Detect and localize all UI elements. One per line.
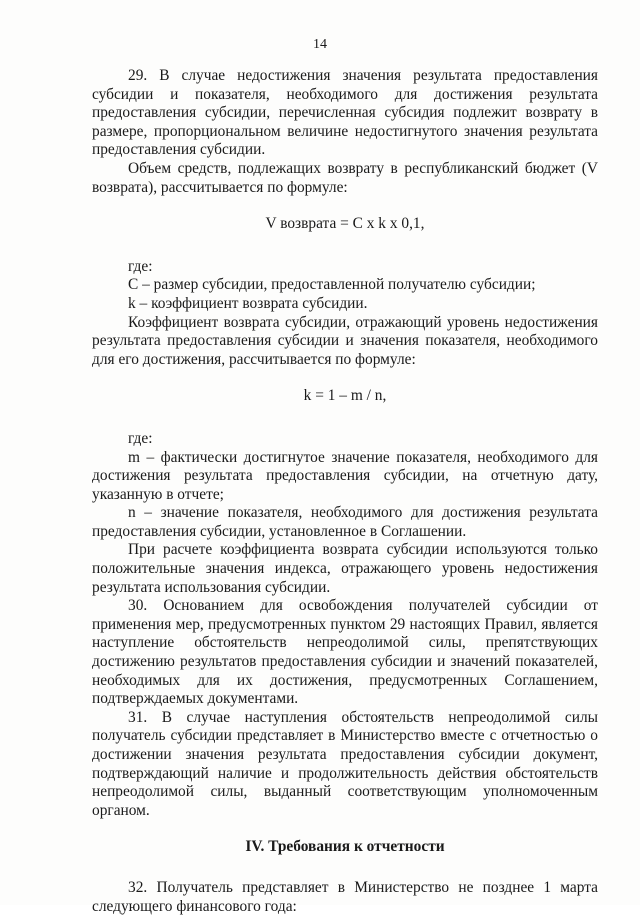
where-label-2: где:: [128, 429, 153, 447]
formula-v-return: V возврата = C x k x 0,1,: [265, 215, 425, 233]
definition-k: k – коэффициент возврата субсидии.: [128, 294, 368, 312]
paragraph-31: 31. В случае наступления обстоятельств непреодолимой силы получатель субсидии представляет в Министерство вместе с отчетностью о достижении значения результата предоставления субсидии документ, подтверждающий наличие и продолжительность действия обстоятельств непреодолимой силы, выданный соответствующим уполномоченным органом.: [92, 708, 598, 819]
page-number: 14: [313, 37, 327, 52]
paragraph-29: 29. В случае недостижения значения результата предоставления субсидии и показателя, необходимого для достижения результата предоставления субсидии, перечисленная субсидия подлежит возврату в размере, пропорциональном величине недостигнутого значения результата предоставления субсидии.: [92, 67, 598, 159]
paragraph-32: 32. Получатель представляет в Министерство не позднее 1 марта следующего финансового года:: [92, 878, 598, 915]
paragraph-volume: Объем средств, подлежащих возврату в республиканский бюджет (V возврата), рассчитывается по формуле:: [92, 159, 598, 196]
formula-k: k = 1 – m / n,: [303, 387, 387, 405]
document-body: [92, 67, 598, 916]
definition-n: n – значение показателя, необходимого для достижения результата предоставления субсидии, установленное в Соглашении.: [92, 504, 598, 540]
paragraph-30: 30. Основанием для освобождения получателей субсидии от применения мер, предусмотренных пунктом 29 настоящих Правил, является наступление обстоятельств непреодолимой силы, препятствующих достижению результатов предоставления субсидии и значений показателей, необходимых для их достижения, предусмотренных Соглашением, подтверждаемых документами.: [92, 597, 598, 708]
definition-m: m – фактически достигнутое значение показателя, необходимого для достижения результата предоставления субсидии, на отчетную дату, указанную в отчете;: [92, 448, 598, 503]
definition-c: C – размер субсидии, предоставленной получателю субсидии;: [128, 276, 536, 294]
section-heading: IV. Требования к отчетности: [245, 838, 445, 856]
paragraph-calculation: При расчете коэффициента возврата субсидии используются только положительные значения индекса, отражающего уровень недостижения результата использования субсидии.: [92, 541, 598, 596]
where-label-1: где:: [128, 257, 153, 275]
paragraph-coefficient: Коэффициент возврата субсидии, отражающий уровень недостижения результата предоставления субсидии и значения показателя, необходимого для его достижения, рассчитывается по формуле:: [92, 313, 598, 368]
